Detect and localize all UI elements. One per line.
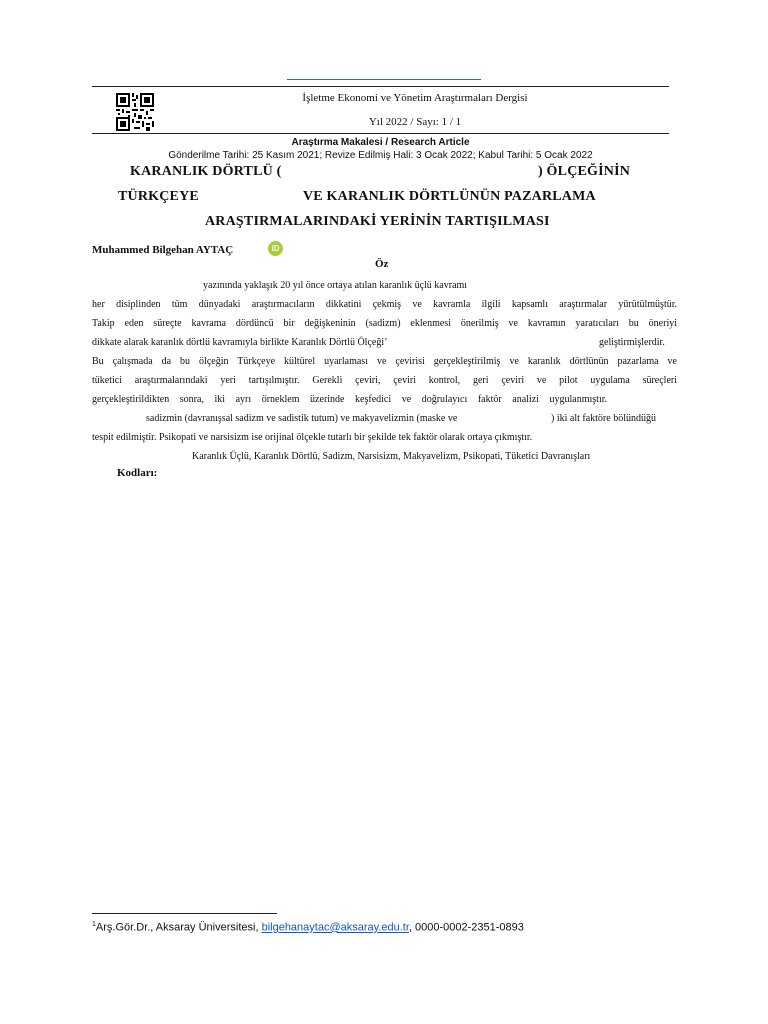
- orcid-icon[interactable]: iD: [268, 241, 283, 256]
- footnote-orcid: , 0000-0002-2351-0893: [408, 921, 524, 934]
- title-line1-left: KARANLIK DÖRTLÜ (: [130, 164, 282, 179]
- footnote-rule: [92, 913, 277, 914]
- author-email-link[interactable]: bilgehanaytac@aksaray.edu.tr: [261, 921, 409, 934]
- jel-codes-label: Kodları:: [117, 467, 158, 479]
- abstract-heading: Öz: [375, 258, 389, 270]
- author-name: Muhammed Bilgehan AYTAÇ: [92, 244, 234, 256]
- title-line2-right: VE KARANLIK DÖRTLÜNÜN PAZARLAMA: [303, 189, 596, 204]
- journal-issue: Yıl 2022 / Sayı: 1 / 1: [368, 116, 462, 128]
- footnote: [92, 921, 524, 934]
- qr-code-icon: [116, 93, 154, 131]
- keywords: Karanlık Üçlü, Karanlık Dörtlü, Sadizm, Narsisizm, Makyavelizm, Psikopati, Tüketici Davranışları: [192, 451, 591, 462]
- abstract-line-5: Bu çalışmada da bu ölçeğin Türkçeye kültürel uyarlaması ve çevirisi gerçekleştirilmiş ve karanlık dörtlünün pazarlama ve: [92, 356, 677, 367]
- abstract-line-8b: ) iki alt faktöre bölündüğü: [551, 413, 656, 424]
- title-line3: ARAŞTIRMALARINDAKİ YERİNİN TARTIŞILMASI: [205, 214, 550, 229]
- abstract-line-6: tüketici araştırmalarındaki yeri tartışılmıştır. Gerekli çeviri, çeviri kontrol, geri çeviri ve pilot uygulama süreçleri: [92, 375, 677, 386]
- header-bottom-rule: [92, 133, 669, 134]
- title-line2-left: TÜRKÇEYE: [118, 189, 199, 204]
- abstract-line-4b: geliştirmişlerdir.: [599, 337, 665, 348]
- title-line1-right: ) ÖLÇEĞİNİN: [538, 164, 631, 179]
- journal-name: İşletme Ekonomi ve Yönetim Araştırmaları Dergisi: [302, 92, 528, 104]
- abstract-line-9: tespit edilmiştir. Psikopati ve narsisizm ise orijinal ölçekle tutarlı bir şekilde tek faktör olarak ortaya çıkmıştır.: [92, 432, 533, 443]
- abstract-line-8a: sadizmin (davranışsal sadizm ve sadistik tutum) ve makyavelizmin (maske ve: [146, 413, 458, 424]
- submission-dates: Gönderilme Tarihi: 25 Kasım 2021; Revize Edilmiş Hali: 3 Ocak 2022; Kabul Tarihi: 5 Ocak 2022: [168, 150, 593, 161]
- abstract-line-3: Takip eden süreçte kavrama dördüncü bir değişkeninin (sadizm) eklenmesi önerilmiş ve kavramın yaratıcıları bu öneriyi: [92, 318, 677, 329]
- header-link-line: [287, 79, 481, 80]
- header-top-rule: [92, 86, 669, 87]
- article-type: Araştırma Makalesi / Research Article: [291, 137, 470, 148]
- footnote-marker: 1: [92, 921, 96, 928]
- abstract-line-7: gerçekleştirildikten sonra, iki ayrı örneklem üzerinde keşfedici ve doğrulayıcı faktör analizi uygulanmıştır.: [92, 394, 607, 405]
- abstract-line-2: her disiplinden tüm dünyadaki araştırmacıların dikkatini çekmiş ve kavramla ilgili kapsamlı araştırmalar yürütülmüştür.: [92, 299, 677, 310]
- abstract-line-1: yazınında yaklaşık 20 yıl önce ortaya atılan karanlık üçlü kavramı: [203, 280, 468, 291]
- footnote-affiliation: Arş.Gör.Dr., Aksaray Üniversitesi,: [95, 921, 259, 934]
- abstract-line-4a: dikkate alarak karanlık dörtlü kavramıyla birlikte Karanlık Dörtlü Ölçeği’: [92, 337, 388, 348]
